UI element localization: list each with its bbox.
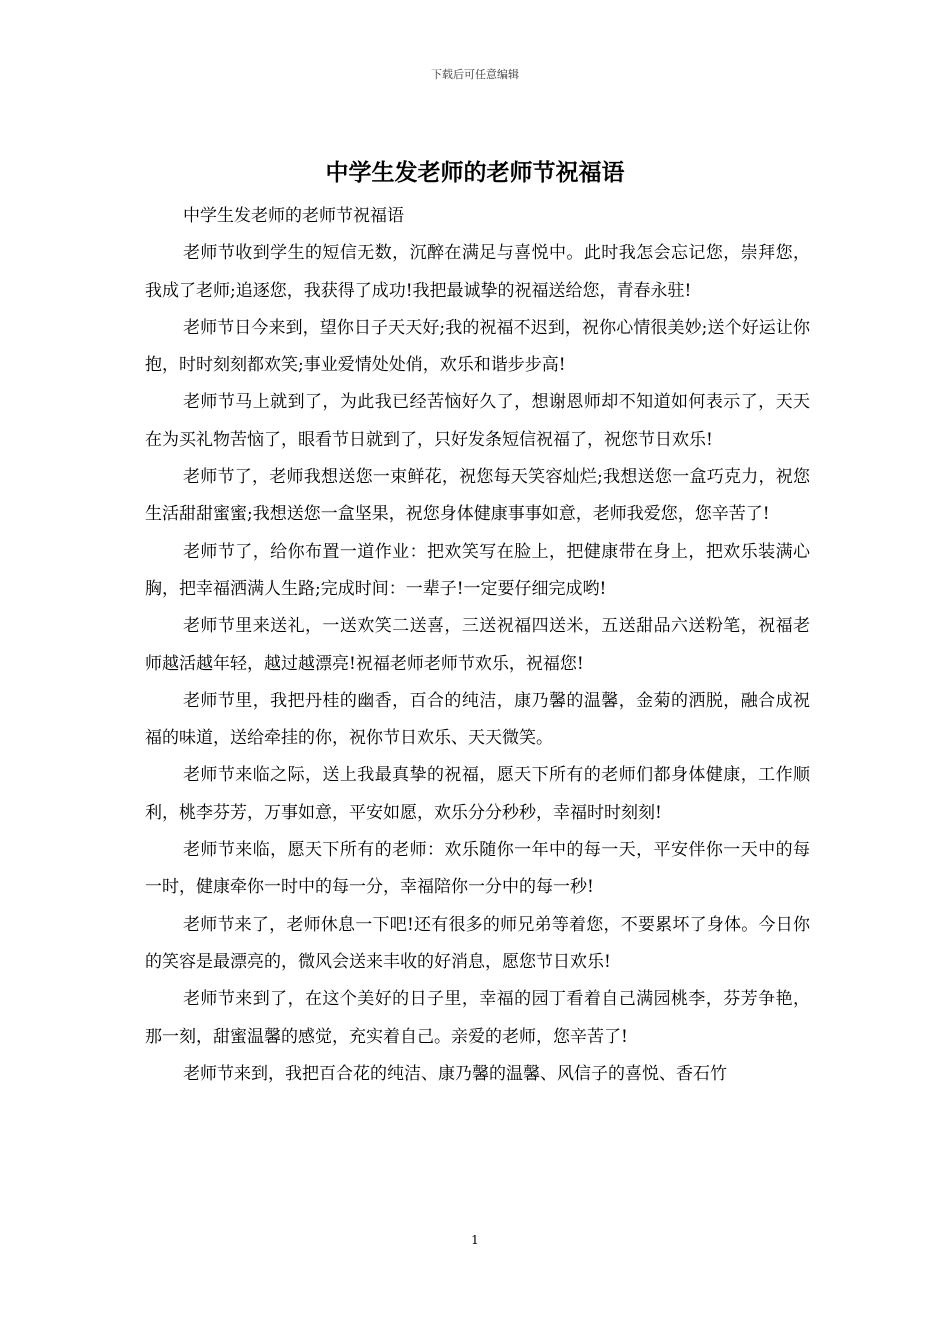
document-title: 中学生发老师的老师节祝福语 (325, 160, 625, 186)
page-number: 1 (471, 1233, 479, 1247)
paragraph: 老师节来临，愿天下所有的老师：欢乐随你一年中的每一天，平安伴你一天中的每一时，健康牵你一时中的每一分，幸福陪你一分中的每一秒! (145, 840, 810, 898)
paragraph: 老师节日今来到，望你日子天天好;我的祝福不迟到，祝你心情很美妙;送个好运让你抱，时时刻刻都欢笑;事业爱情处处俏，欢乐和谐步步高! (145, 317, 810, 376)
paragraph: 老师节来到，我把百合花的纯洁、康乃馨的温馨、风信子的喜悦、香石竹 (183, 1063, 727, 1084)
document-body (145, 198, 810, 1093)
paragraph: 老师节了，给你布置一道作业：把欢笑写在脸上，把健康带在身上，把欢乐装满心胸，把幸福洒满人生路;完成时间：一辈子!一定要仔细完成哟! (145, 541, 810, 599)
header-note: 下载后可任意编辑 (431, 68, 519, 81)
paragraph: 老师节马上就到了，为此我已经苦恼好久了，想谢恩师却不知道如何表示了，天天在为买礼物苦恼了，眼看节日就到了，只好发条短信祝福了，祝您节日欢乐! (145, 392, 810, 450)
paragraph: 老师节了，老师我想送您一束鲜花，祝您每天笑容灿烂;我想送您一盒巧克力，祝您生活甜甜蜜蜜;我想送您一盒坚果，祝您身体健康事事如意，老师我爱您，您辛苦了! (145, 467, 810, 525)
paragraph: 老师节收到学生的短信无数，沉醉在满足与喜悦中。此时我怎会忘记您，崇拜您，我成了老师;追逐您，我获得了成功!我把最诚挚的祝福送给您，青春永驻! (145, 243, 810, 301)
paragraph: 中学生发老师的老师节祝福语 (183, 206, 404, 226)
paragraph: 老师节里，我把丹桂的幽香，百合的纯洁，康乃馨的温馨，金菊的洒脱，融合成祝福的味道，送给牵挂的你，祝你节日欢乐、天天微笑。 (145, 690, 810, 749)
paragraph: 老师节来临之际，送上我最真挚的祝福，愿天下所有的老师们都身体健康，工作顺利，桃李芬芳，万事如意，平安如愿，欢乐分分秒秒，幸福时时刻刻! (145, 765, 810, 823)
paragraph: 老师节里来送礼，一送欢笑二送喜，三送祝福四送米，五送甜品六送粉笔，祝福老师越活越年轻，越过越漂亮!祝福老师老师节欢乐，祝福您! (145, 616, 810, 674)
paragraph: 老师节来到了，在这个美好的日子里，幸福的园丁看着自己满园桃李，芬芳争艳，那一刻，甜蜜温馨的感觉，充实着自己。亲爱的老师，您辛苦了! (145, 989, 810, 1047)
paragraph: 老师节来了，老师休息一下吧!还有很多的师兄弟等着您，不要累坏了身体。今日你的笑容是最漂亮的，微风会送来丰收的好消息，愿您节日欢乐! (145, 914, 810, 972)
